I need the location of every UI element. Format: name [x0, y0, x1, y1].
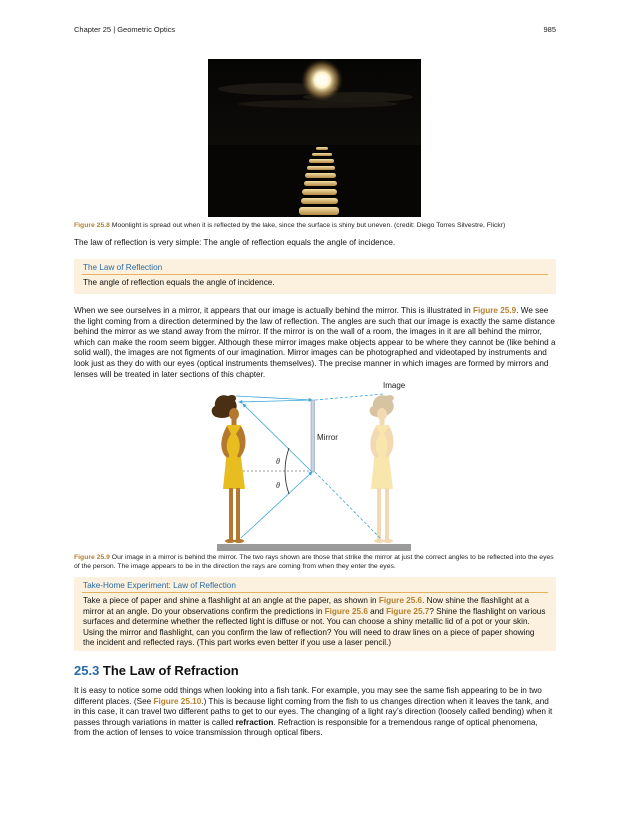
figure-25-6-link[interactable]: Figure 25.6	[378, 596, 423, 605]
mirror-label: Mirror	[317, 433, 338, 442]
mirror-image-person	[370, 395, 394, 543]
box-title-rule	[82, 592, 548, 593]
box-text: Take a piece of paper and shine a flashlight at an angle at the paper, as shown in	[83, 596, 379, 605]
figure-25-9-caption	[74, 553, 556, 571]
light-rays	[236, 396, 312, 538]
paragraph-text: When we see ourselves in a mirror, it appears that our image is actually behind the mirror. This is illustrated in	[74, 306, 473, 315]
take-home-experiment-box	[74, 577, 556, 651]
page-number: 985	[543, 25, 556, 34]
image-label: Image	[383, 381, 406, 390]
figure-25-9-link[interactable]: Figure 25.9	[472, 306, 517, 315]
box-text: ? Shine the flashlight on various surfaces and determine whether the reflected light is diffuse or not. You can choose a shiny metallic lid of a pot or your skin. Using the mirror and flashlight, can you confirm the law of reflection? You will need to draw lines on a piece of paper showing the incident and reflected rays. (This part works even better if you use a laser pencil.)	[83, 606, 546, 648]
paragraph-text: . Refraction is responsible for a tremendous range of optical phenomena, from the action of lenses to voice transmission through optical fibers.	[74, 717, 538, 738]
section-number: 25.3	[74, 663, 100, 678]
law-of-reflection-box	[74, 259, 556, 294]
box-title: Take-Home Experiment: Law of Reflection	[83, 581, 236, 590]
moonlight-lake-photo	[208, 59, 421, 217]
figure-25-9-diagram	[205, 378, 425, 553]
refraction-term: refraction	[235, 717, 274, 727]
figure-25-6-link[interactable]: Figure 25.6	[324, 606, 368, 616]
caption-text: Our image in a mirror is behind the mirror. The two rays shown are those that strike the mirror at just the correct angles to be reflected into the eyes of the person. The image appears to be in the direction the rays are coming from when they enter the eyes.	[74, 554, 554, 570]
theta-label-upper: θ	[276, 457, 280, 466]
box-body: The angle of reflection equals the angle of incidence.	[83, 278, 275, 287]
moonlight-lake-illustration	[208, 59, 421, 217]
box-text: . Now shine the flashlight at a mirror at an angle. Do your observations confirm the predictions in	[83, 596, 530, 616]
box-title: The Law of Reflection	[83, 263, 163, 272]
figure-label: Figure 25.9	[74, 554, 110, 561]
caption-text: Moonlight is spread out when it is reflected by the lake, since the surface is shiny but uneven. (credit: Diego Torres Silvestre, Flickr)	[109, 222, 506, 229]
figure-25-8-caption	[74, 221, 556, 230]
mirror-image-diagram	[205, 378, 425, 553]
paragraph-text: .) This is because light coming from the fish to us changes direction when it leaves the tank, and in this case, it can travel two different paths to get to our eyes. The changing of a light ray’s direction (loosely called bending) when it passes through variations in matter is called	[74, 696, 553, 727]
figure-25-7-link[interactable]: Figure 25.7	[386, 606, 430, 616]
refraction-paragraph	[74, 686, 556, 739]
section-title: The Law of Refraction	[99, 663, 239, 678]
paragraph-text: It is easy to notice some odd things when looking into a fish tank. For example, you may see the same fish appearing to be in two different places. (See	[74, 686, 542, 706]
box-text: and	[367, 606, 387, 616]
figure-label: Figure 25.8	[74, 222, 110, 229]
mirror-paragraph	[74, 306, 556, 380]
paragraph-text: . We see the light coming from a direction determined by the law of reflection. The angles are such that our image is exactly the same distance behind the mirror as we stand away from the mirror. If the mirror is on the wall of a room, the images in it are all behind the mirror, which can make the room seem bigger. Although these mirror images make objects appear to be where they cannot be (like behind a solid wall), the images are not figments of our imagination. Mirror images can be photographed and videotaped by instruments and look just as they do with our eyes (optical instruments themselves). The precise manner in which images are formed by mirrors and lenses will be treated in later sections of this chapter.	[74, 306, 556, 379]
box-body	[83, 596, 547, 649]
figure-25-10-link[interactable]: Figure 25.10	[153, 696, 202, 706]
mirror	[311, 400, 315, 472]
theta-label-lower: θ	[276, 481, 280, 490]
intro-sentence: The law of reflection is very simple: The angle of reflection equals the angle of incidence.	[74, 238, 396, 247]
floor	[217, 544, 411, 551]
box-title-rule	[82, 274, 548, 275]
running-header-chapter: Chapter 25 | Geometric Optics	[74, 25, 176, 34]
person	[212, 395, 246, 543]
section-heading	[74, 663, 239, 678]
